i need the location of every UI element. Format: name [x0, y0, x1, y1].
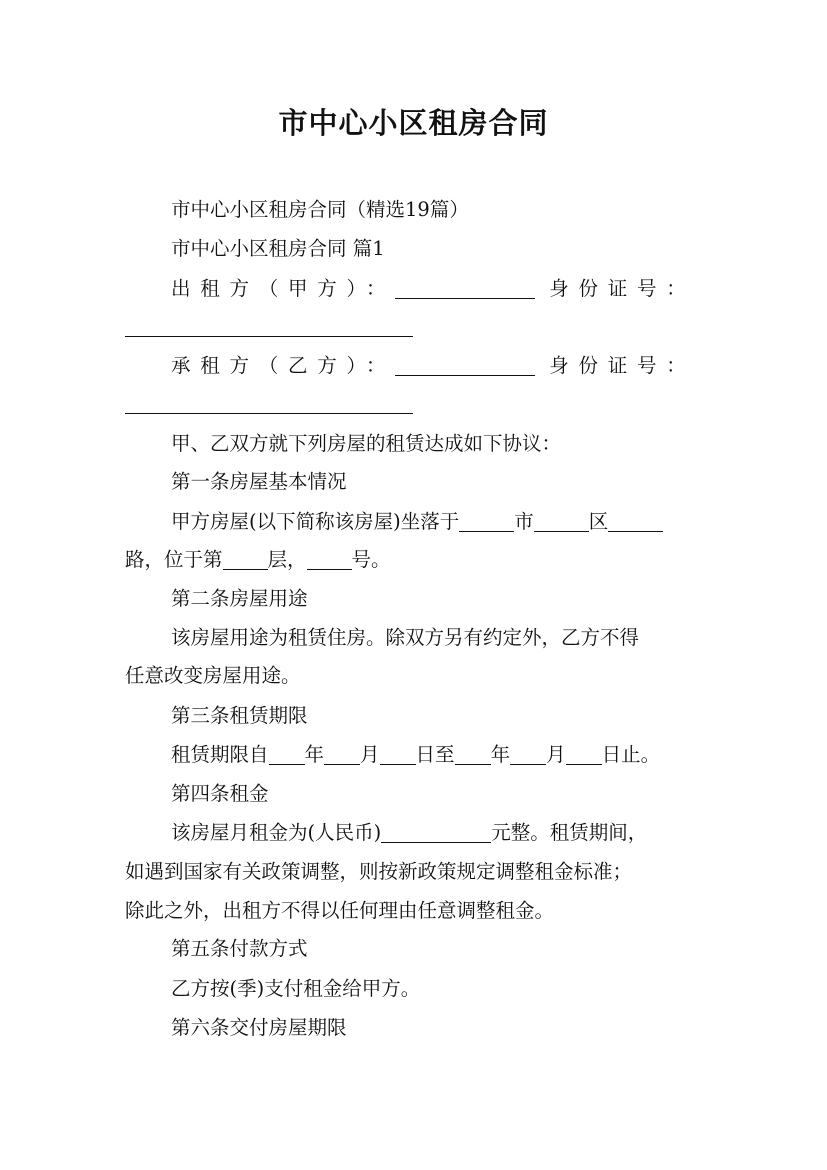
article-4-line-1: [171, 814, 705, 852]
article-1-heading: 第一条房屋基本情况: [171, 470, 347, 493]
district-blank: [534, 509, 589, 532]
end-year-blank: [455, 742, 491, 765]
article-3-year-label: 年: [304, 743, 325, 766]
monthly-rent-blank: [381, 820, 491, 843]
article-4-line-2: 如遇到国家有关政策调整，则按新政策规定调整租金标准；: [125, 860, 633, 883]
article-1-floor-label: 层，: [267, 548, 307, 571]
section-heading: 市中心小区租房合同 篇1: [171, 237, 385, 260]
document-subtitle: 市中心小区租房合同（精选19篇）: [171, 198, 469, 221]
article-4-text: 该房屋月租金为(人民币): [171, 821, 382, 844]
lessor-name-blank: [395, 276, 535, 299]
article-3-end-year-label: 年: [490, 743, 511, 766]
road-blank: [608, 509, 663, 532]
article-1-text: 甲方房屋(以下简称该房屋)坐落于: [171, 510, 460, 533]
start-month-blank: [324, 742, 360, 765]
article-1-district-label: 区: [588, 510, 609, 533]
article-3-end-month-label: 月: [546, 743, 566, 766]
lessor-id-blank: [125, 314, 413, 337]
lessee-id-line: [125, 385, 705, 423]
article-1-line-2: [125, 541, 705, 579]
lessor-id-label: 身份证号：: [549, 277, 696, 300]
article-3-text: 租赁期限自: [171, 743, 269, 766]
floor-blank: [223, 547, 268, 570]
number-blank: [307, 547, 352, 570]
document-title: 市中心小区租房合同: [278, 106, 549, 140]
article-1-city-label: 市: [514, 510, 534, 533]
article-3-end-label: 日止。: [601, 743, 661, 766]
lessee-id-blank: [125, 391, 413, 414]
article-2-line-2: 任意改变房屋用途。: [125, 664, 301, 687]
article-4-heading: 第四条租金: [171, 782, 269, 805]
lessor-line: [171, 270, 705, 308]
article-4-line-3: 除此之外，出租方不得以任何理由任意调整租金。: [125, 899, 555, 922]
article-5-line-1: 乙方按(季)支付租金给甲方。: [171, 977, 421, 1000]
lessee-name-blank: [395, 353, 535, 376]
city-blank: [459, 509, 514, 532]
article-3-month-label: 月: [360, 743, 380, 766]
lessee-id-label: 身份证号：: [549, 354, 696, 377]
agreement-intro: 甲、乙双方就下列房屋的租赁达成如下协议：: [171, 432, 562, 455]
article-1-line-1: [171, 503, 705, 541]
lessor-id-line: [125, 308, 705, 346]
start-day-blank: [380, 742, 416, 765]
article-3-line-1: [171, 736, 705, 774]
end-month-blank: [510, 742, 546, 765]
article-2-line-1: 该房屋用途为租赁住房。除双方另有约定外，乙方不得: [171, 626, 640, 649]
article-1-number-label: 号。: [351, 548, 391, 571]
start-year-blank: [269, 742, 305, 765]
article-3-heading: 第三条租赁期限: [171, 704, 308, 727]
article-4-text-2: 元整。租赁期间，: [491, 821, 648, 844]
end-day-blank: [566, 742, 602, 765]
lessee-line: [171, 347, 705, 385]
article-1-road-label: 路，位于第: [125, 548, 223, 571]
lessor-label: 出租方（甲方）：: [171, 277, 396, 300]
article-6-heading: 第六条交付房屋期限: [171, 1016, 347, 1039]
article-3-to-label: 日至: [415, 743, 455, 766]
lessee-label: 承租方（乙方）：: [171, 354, 396, 377]
article-2-heading: 第二条房屋用途: [171, 587, 308, 610]
article-5-heading: 第五条付款方式: [171, 937, 308, 960]
